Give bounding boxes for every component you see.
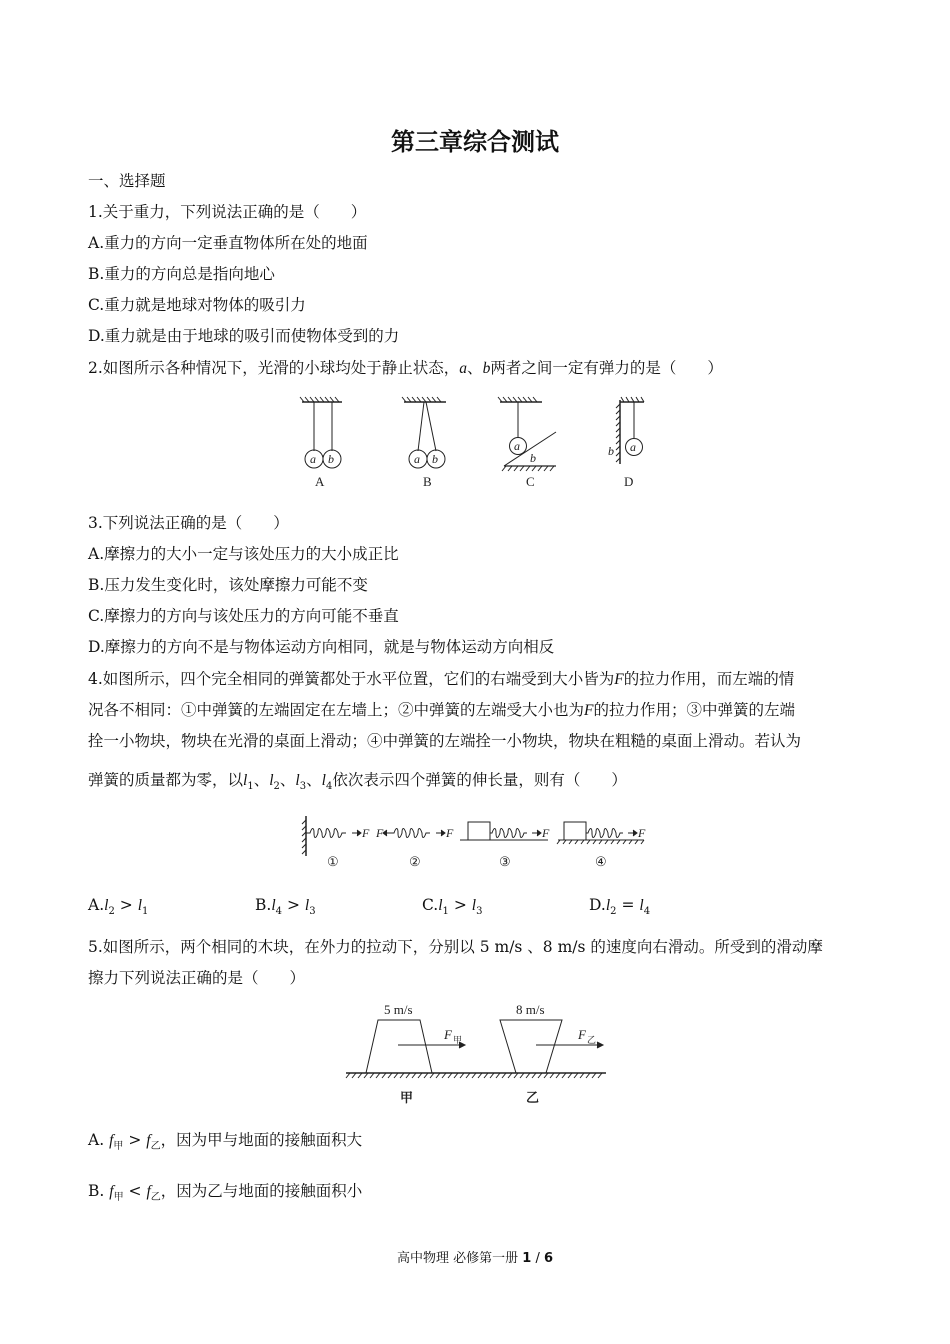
q5-opt-b-f1: f xyxy=(109,1183,114,1200)
q4-opt-b-l3: l xyxy=(304,897,310,914)
q2-fig-d-wall-b: b xyxy=(608,444,614,458)
q4-line2-pre: 况各不相同：①中弹簧的左端固定在左墙上；②中弹簧的左端受大小也为 xyxy=(88,701,585,719)
q4-opt-c-l1: l xyxy=(438,897,443,914)
q4-opt-a-s2: 2 xyxy=(108,906,115,918)
footer-text: 高中物理 必修第一册 xyxy=(396,1251,519,1266)
q3-stem: 3.下列说法正确的是（ ） xyxy=(88,514,289,532)
q4-l2: l xyxy=(269,772,274,789)
q4-opt-d-s2: 2 xyxy=(610,906,617,918)
q4-opt-b-s4: 4 xyxy=(275,906,283,918)
q2-fig-label-d: D xyxy=(624,474,634,489)
q4-line1 xyxy=(88,669,794,690)
q2-fig-d-ball-a: a xyxy=(630,440,636,454)
q4-opt-c-s3: 3 xyxy=(476,906,483,918)
q4-opt-b-s3: 3 xyxy=(309,906,316,918)
q2-var-a: a xyxy=(459,360,468,377)
q4-l2-sub: 2 xyxy=(273,781,280,793)
q5-fig-f-jia: F xyxy=(444,1027,452,1042)
q2-stem-post: 两者之间一定有弹力的是（ ） xyxy=(490,359,723,377)
q4-opt-d-l4: l xyxy=(639,897,644,914)
q4-opt-b-gt: > xyxy=(286,896,300,914)
q4-l1: l xyxy=(243,772,248,789)
section-heading: 一、选择题 xyxy=(88,172,166,190)
q5-opt-b-sub2: 乙 xyxy=(150,1192,161,1204)
q5-fig-f-yi: F xyxy=(578,1027,586,1042)
q4-line3: 拴一小物块，物块在光滑的桌面上滑动；④中弹簧的左端拴一小物块，物块在粗糙的桌面上滑动。若认为 xyxy=(88,732,802,750)
q5-opt-a-text: ，因为甲与地面的接触面积大 xyxy=(160,1131,363,1149)
q4-fig-f2-right: F xyxy=(446,826,454,840)
q5-fig-f-jia-sub: 甲 xyxy=(453,1035,463,1045)
q5-fig-f-yi-sub: 乙 xyxy=(587,1035,597,1045)
q4-dun-3: 、 xyxy=(306,771,322,789)
q4-line4-post: 依次表示四个弹簧的伸长量，则有（ ） xyxy=(332,771,627,789)
q4-dun-2: 、 xyxy=(279,771,296,789)
q4-opt-c-l3: l xyxy=(471,897,477,914)
q5-fig-v2: 8 m/s xyxy=(516,1002,545,1017)
q4-opt-a-gt: > xyxy=(119,896,133,914)
q3-option-a: A.摩擦力的大小一定与该处压力的大小成正比 xyxy=(88,545,399,563)
q4-opt-d-eq: = xyxy=(621,896,635,914)
q4-fig-f4: F xyxy=(638,826,646,840)
q4-line1-post: 的拉力作用，而左端的情 xyxy=(623,670,795,688)
q2-fig-label-a: A xyxy=(315,474,325,489)
q4-opt-d-label: D. xyxy=(589,896,606,914)
q5-opt-a-sub1: 甲 xyxy=(113,1141,124,1153)
q4-opt-b-l4: l xyxy=(271,897,276,914)
q4-opt-a-l2: l xyxy=(104,897,109,914)
q4-opt-c-label: C. xyxy=(422,896,439,914)
q2-stem xyxy=(88,358,723,379)
q5-fig-label-jia: 甲 xyxy=(400,1090,414,1105)
q2-fig-c-ball-a: a xyxy=(514,439,520,453)
q4-opt-c-s1: 1 xyxy=(442,906,449,918)
q1-option-d: D.重力就是由于地球的吸引而使物体受到的力 xyxy=(88,327,400,345)
q2-fig-a-ball-b: b xyxy=(328,452,334,466)
footer-page: 1 xyxy=(522,1251,532,1266)
q4-fig-circle-1: ① xyxy=(327,854,339,869)
q1-option-c: C.重力就是地球对物体的吸引力 xyxy=(88,296,306,314)
q4-opt-d-l2: l xyxy=(605,897,611,914)
q5-fig-v1: 5 m/s xyxy=(384,1002,413,1017)
footer-total: 6 xyxy=(543,1251,554,1266)
q4-line2-post: 的拉力作用；③中弹簧的左端 xyxy=(593,701,795,719)
q4-line1-pre: 4.如图所示，四个完全相同的弹簧都处于水平位置，它们的右端受到大小皆为 xyxy=(88,670,615,688)
q2-fig-b-ball-b: b xyxy=(432,452,438,466)
q2-var-b: b xyxy=(482,360,491,377)
q4-fig-f3: F xyxy=(542,826,550,840)
q2-stem-pre: 2.如图所示各种情况下，光滑的小球均处于静止状态， xyxy=(88,359,460,377)
q5-option-b xyxy=(88,1181,362,1208)
q4-opt-d-s4: 4 xyxy=(643,906,651,918)
q5-opt-b-label: B. xyxy=(88,1182,105,1200)
q4-l4-sub: 4 xyxy=(325,781,333,793)
q5-opt-b-text: ，因为乙与地面的接触面积小 xyxy=(160,1182,363,1200)
q4-line4 xyxy=(88,770,627,797)
q4-fig-circle-2: ② xyxy=(409,854,421,869)
q2-fig-c-incline-b: b xyxy=(530,451,536,465)
q2-fig-b-ball-a: a xyxy=(414,452,420,466)
q5-line2: 擦力下列说法正确的是（ ） xyxy=(88,969,306,987)
q5-figure xyxy=(340,996,612,1108)
q4-figure xyxy=(296,812,656,872)
q4-var-f-2: F xyxy=(584,702,594,719)
footer-slash: / xyxy=(535,1251,540,1266)
q5-option-a xyxy=(88,1130,362,1157)
q4-line4-pre: 弹簧的质量都为零，以 xyxy=(88,771,244,789)
q4-opt-b-label: B. xyxy=(255,896,272,914)
q5-opt-a-f2: f xyxy=(146,1132,151,1149)
q4-l3-sub: 3 xyxy=(299,781,307,793)
q4-option-c xyxy=(422,896,482,917)
q4-opt-a-s1: 1 xyxy=(142,906,149,918)
q2-fig-label-b: B xyxy=(423,474,432,489)
q3-option-c: C.摩擦力的方向与该处压力的方向可能不垂直 xyxy=(88,607,399,625)
q5-opt-b-f2: f xyxy=(146,1183,151,1200)
q1-option-b: B.重力的方向总是指向地心 xyxy=(88,265,275,283)
q5-opt-a-f1: f xyxy=(109,1132,114,1149)
q2-sep: 、 xyxy=(467,359,483,377)
q2-fig-a-ball-a: a xyxy=(310,452,316,466)
q4-option-d xyxy=(589,896,650,917)
q4-dun-1: 、 xyxy=(253,771,270,789)
q4-fig-f1: F xyxy=(362,826,370,840)
q1-option-a: A.重力的方向一定垂直物体所在处的地面 xyxy=(88,234,368,252)
q5-opt-a-sub2: 乙 xyxy=(150,1141,161,1153)
q4-var-f: F xyxy=(614,671,624,688)
q4-fig-circle-3: ③ xyxy=(499,854,511,869)
q3-option-d: D.摩擦力的方向不是与物体运动方向相同，就是与物体运动方向相反 xyxy=(88,638,555,656)
q5-opt-a-gt: > xyxy=(128,1131,142,1149)
q4-opt-a-label: A. xyxy=(88,896,105,914)
q5-opt-b-sub1: 甲 xyxy=(113,1192,124,1204)
q4-opt-a-l1: l xyxy=(137,897,142,914)
q5-opt-a-label: A. xyxy=(88,1131,105,1149)
q4-option-a xyxy=(88,896,148,917)
page-footer xyxy=(0,1247,950,1266)
q4-fig-f2-left: F xyxy=(376,826,384,840)
q1-stem: 1.关于重力，下列说法正确的是（ ） xyxy=(88,203,367,221)
page-title: 第三章综合测试 xyxy=(391,128,559,156)
q5-line1: 5.如图所示，两个相同的木块，在外力的拉动下，分别以 5 m/s 、8 m/s 的速度向右滑动。所受到的滑动摩 xyxy=(88,938,823,956)
q4-l1-sub: 1 xyxy=(247,781,254,793)
q5-fig-label-yi: 乙 xyxy=(526,1090,540,1105)
q2-figure xyxy=(290,392,660,496)
q3-option-b: B.压力发生变化时，该处摩擦力可能不变 xyxy=(88,576,368,594)
q5-opt-b-lt: < xyxy=(128,1182,142,1200)
q4-option-b xyxy=(255,896,316,917)
q4-l4: l xyxy=(321,772,326,789)
q4-l3: l xyxy=(295,772,300,789)
q4-fig-circle-4: ④ xyxy=(595,854,607,869)
q2-fig-label-c: C xyxy=(526,474,535,489)
q4-line2 xyxy=(88,700,795,721)
q4-opt-c-gt: > xyxy=(453,896,467,914)
